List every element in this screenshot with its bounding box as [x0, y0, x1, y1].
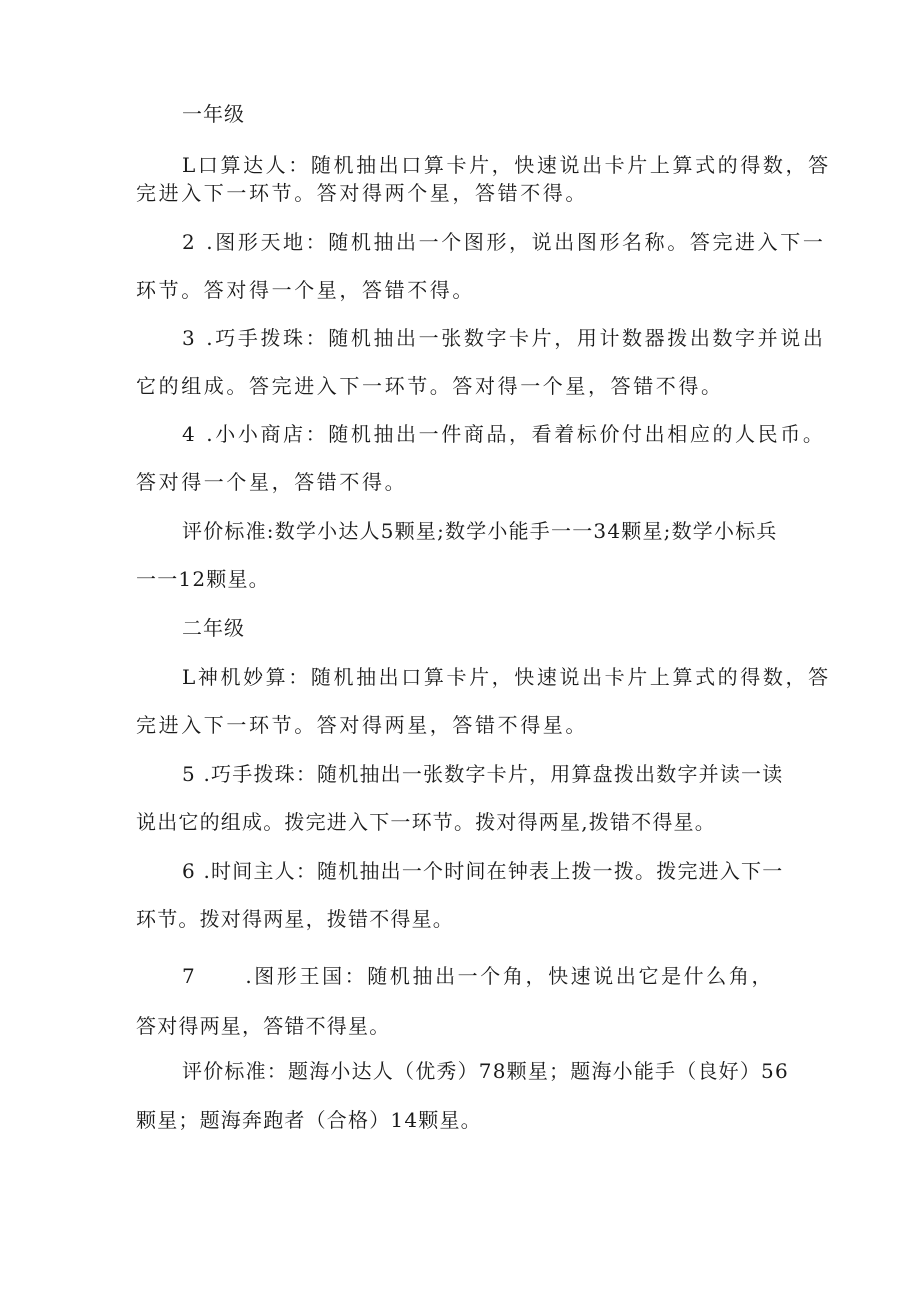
grade2-item2-line1: 5 .巧手拨珠：随机抽出一张数字卡片，用算盘拨出数字并读一读 [182, 762, 784, 786]
grade1-item4-line2: 答对得一个星，答错不得。 [136, 470, 408, 494]
grade2-criteria-line2: 颗星；题海奔跑者（合格）14颗星。 [136, 1108, 482, 1132]
grade2-heading: 二年级 [182, 616, 245, 640]
grade1-item1-line1: L口算达人：随机抽出口算卡片，快速说出卡片上算式的得数，答 [182, 153, 831, 177]
grade2-item4-line2: 答对得两星，答错不得星。 [136, 1014, 391, 1038]
grade2-item1-line2: 完进入下一环节。答对得两星，答错不得星。 [136, 713, 588, 737]
grade1-item3-line1: 3 .巧手拨珠：随机抽出一张数字卡片，用计数器拨出数字并说出 [182, 326, 826, 350]
grade1-item2-line2: 环节。答对得一个星，答错不得。 [136, 278, 475, 302]
grade1-criteria-line1: 评价标准:数学小达人5颗星;数学小能手一一34颗星;数学小标兵 [182, 519, 778, 543]
grade2-item4-number: 7 [182, 964, 198, 988]
grade2-item4-line1 [182, 962, 842, 990]
grade2-item4-text: .图形王国：随机抽出一个角，快速说出它是什么角， [245, 964, 775, 988]
grade2-item3-line2: 环节。拨对得两星，拨错不得星。 [136, 907, 454, 931]
grade1-item4-line1: 4 .小小商店：随机抽出一件商品，看着标价付出相应的人民币。 [182, 422, 826, 446]
grade2-item1-line1: L神机妙算：随机抽出口算卡片，快速说出卡片上算式的得数，答 [182, 665, 831, 689]
grade1-item1-line2: 完进入下一环节。答对得两个星，答错不得。 [136, 181, 588, 205]
grade2-item2-line2: 说出它的组成。拨完进入下一环节。拨对得两星,拨错不得星。 [136, 810, 716, 834]
grade1-item2-line1: 2 .图形天地：随机抽出一个图形，说出图形名称。答完进入下一 [182, 230, 826, 254]
grade1-item3-line2: 它的组成。答完进入下一环节。答对得一个星，答错不得。 [136, 374, 724, 398]
grade2-criteria-line1: 评价标准：题海小达人（优秀）78颗星；题海小能手（良好）56 [182, 1059, 789, 1083]
grade2-item3-line1: 6 .时间主人：随机抽出一个时间在钟表上拨一拨。拨完进入下一 [182, 859, 784, 883]
grade1-heading: 一年级 [182, 102, 245, 126]
grade1-criteria-line2: 一一12颗星。 [136, 567, 270, 591]
